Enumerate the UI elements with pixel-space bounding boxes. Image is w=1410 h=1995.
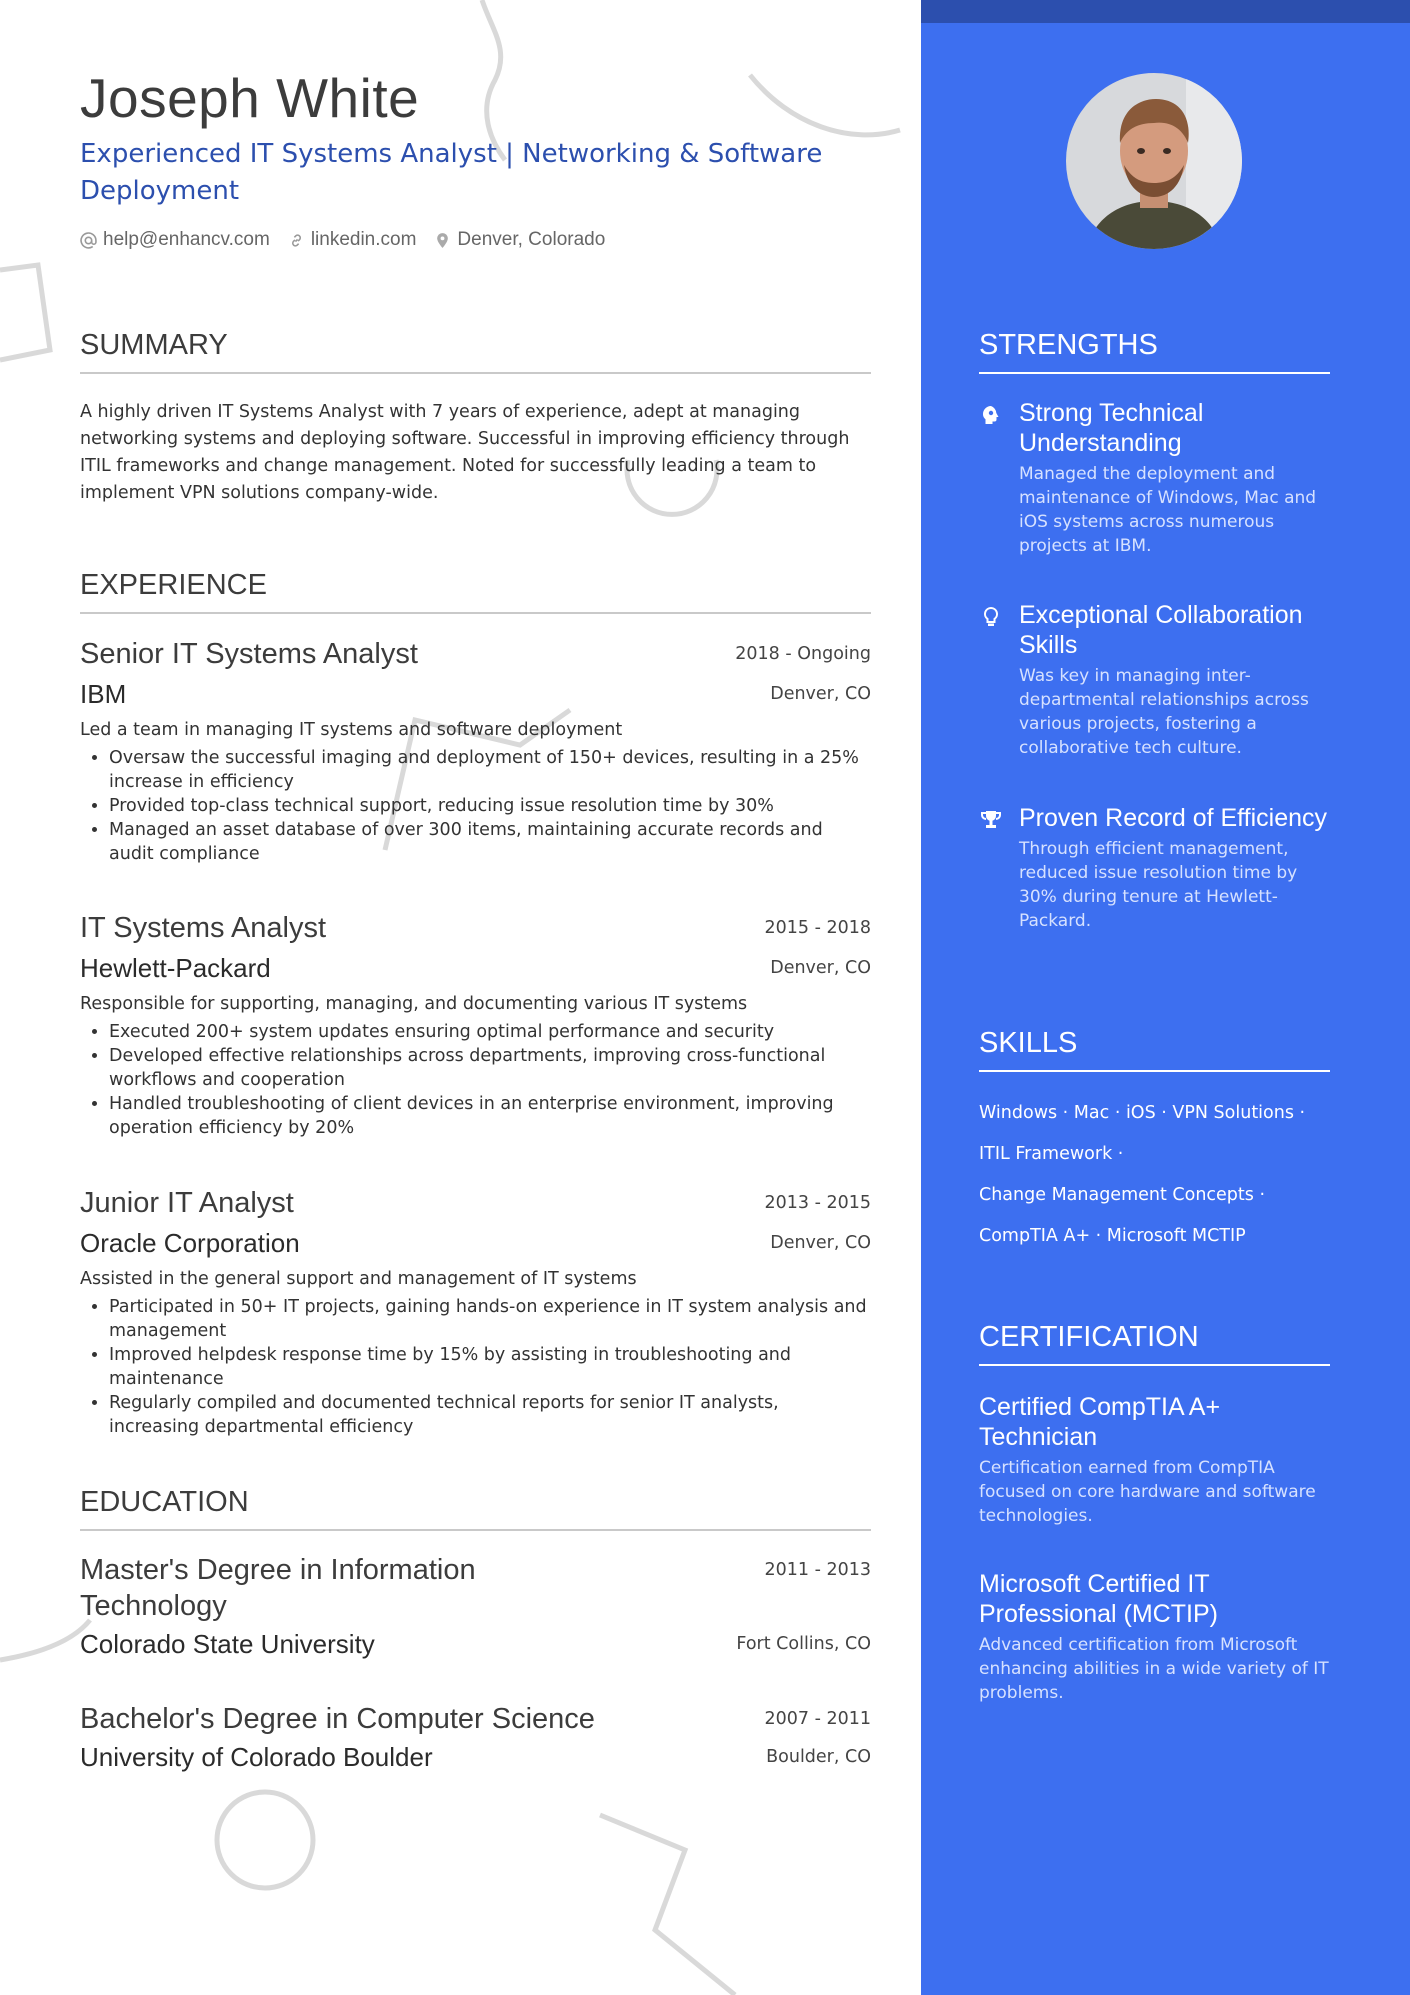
linkedin-text: linkedin.com	[310, 229, 417, 250]
strength-description: Managed the deployment and maintenance of Windows, Mac and iOS systems across numerous projects at IBM.	[1019, 464, 1317, 556]
strength-title: Exceptional Collaboration Skills	[1019, 601, 1303, 659]
company-name: Oracle Corporation	[80, 1228, 300, 1258]
job-dates: 2018 - Ongoing	[735, 644, 871, 664]
certification-title: Microsoft Certified IT Professional (MCTIP)	[979, 1570, 1218, 1628]
trophy-icon	[979, 808, 1003, 832]
contact-location	[434, 229, 605, 251]
link-icon	[288, 232, 305, 249]
location-text: Denver, Colorado	[457, 229, 606, 250]
job-dates: 2015 - 2018	[764, 918, 871, 938]
company-name: IBM	[80, 679, 127, 709]
school-location: Fort Collins, CO	[736, 1634, 871, 1654]
contact-email[interactable]	[80, 229, 270, 251]
skills-list	[979, 1093, 1330, 1257]
email-text: help@enhancv.com	[103, 229, 270, 250]
job-dates: 2013 - 2015	[764, 1193, 871, 1213]
profile-photo	[1066, 73, 1242, 249]
certification-item	[979, 1569, 1339, 1705]
skills-heading: SKILLS	[979, 1027, 1330, 1072]
achievement-item: • Regularly compiled and documented technical reports for senior IT analysts, increasing departmental efficiency	[109, 1391, 871, 1439]
education-entry	[80, 1552, 871, 1662]
strength-item	[979, 600, 1339, 760]
lightbulb-icon	[979, 605, 1003, 629]
achievement-item: • Oversaw the successful imaging and deployment of 150+ devices, resulting in a 25% increase in efficiency	[109, 746, 871, 794]
degree-title: Master's Degree in Information Technology	[80, 1554, 476, 1622]
achievement-item: • Provided top-class technical support, reducing issue resolution time by 30%	[109, 794, 871, 818]
degree-title: Bachelor's Degree in Computer Science	[80, 1703, 595, 1735]
job-title: IT Systems Analyst	[80, 912, 327, 944]
headline: Experienced IT Systems Analyst | Networking & Software Deployment	[80, 139, 823, 206]
brain-icon	[979, 403, 1003, 427]
achievement-list	[80, 746, 871, 866]
strength-description: Was key in managing inter-departmental relationships across various projects, fostering a collaborative tech culture.	[1019, 666, 1309, 758]
job-title: Senior IT Systems Analyst	[80, 638, 418, 670]
contact-row	[80, 229, 605, 251]
achievement-item: • Managed an asset database of over 300 items, maintaining accurate records and audit compliance	[109, 818, 871, 866]
certification-description: Advanced certification from Microsoft enhancing abilities in a wide variety of IT problems.	[979, 1635, 1329, 1703]
certification-title: Certified CompTIA A+ Technician	[979, 1393, 1221, 1451]
certification-heading: CERTIFICATION	[979, 1321, 1330, 1366]
job-location: Denver, CO	[770, 958, 871, 978]
education-dates: 2011 - 2013	[764, 1560, 871, 1580]
certification-item	[979, 1392, 1339, 1528]
school-name: Colorado State University	[80, 1629, 375, 1659]
job-location: Denver, CO	[770, 1233, 871, 1253]
strength-title: Proven Record of Efficiency	[1019, 804, 1328, 832]
experience-entry	[80, 910, 871, 1140]
certification-description: Certification earned from CompTIA focused on core hardware and software technologies.	[979, 1458, 1316, 1526]
job-title: Junior IT Analyst	[80, 1187, 294, 1219]
experience-entry	[80, 636, 871, 866]
job-description: Responsible for supporting, managing, and documenting various IT systems	[80, 994, 748, 1014]
achievement-list	[80, 1020, 871, 1140]
achievement-list	[80, 1295, 871, 1439]
experience-heading: EXPERIENCE	[80, 569, 871, 614]
job-description: Led a team in managing IT systems and software deployment	[80, 720, 623, 740]
achievement-item: • Improved helpdesk response time by 15% by assisting in troubleshooting and maintenance	[109, 1343, 871, 1391]
school-location: Boulder, CO	[766, 1747, 871, 1767]
location-pin-icon	[434, 232, 451, 249]
summary-text: A highly driven IT Systems Analyst with 7 years of experience, adept at managing networking systems and deploying software. Successful in improving efficiency through ITIL frameworks and change management. Noted for successfully leading a team to implement VPN solutions company-wide.	[80, 402, 850, 503]
company-name: Hewlett-Packard	[80, 953, 271, 983]
summary-heading: SUMMARY	[80, 329, 871, 374]
contact-linkedin[interactable]	[288, 229, 417, 251]
school-name: University of Colorado Boulder	[80, 1742, 433, 1772]
strength-item	[979, 803, 1339, 933]
sidebar-top-bar	[921, 0, 1410, 23]
strength-description: Through efficient management, reduced issue resolution time by 30% during tenure at Hewlett-Packard.	[1019, 839, 1298, 931]
skill-line: CompTIA A+ · Microsoft MCTIP	[979, 1226, 1246, 1246]
job-location: Denver, CO	[770, 684, 871, 704]
job-description: Assisted in the general support and management of IT systems	[80, 1269, 637, 1289]
skill-line: Change Management Concepts ·	[979, 1185, 1266, 1205]
strength-item	[979, 398, 1339, 558]
education-heading: EDUCATION	[80, 1486, 871, 1531]
achievement-item: • Developed effective relationships across departments, improving cross-functional workflows and cooperation	[109, 1044, 871, 1092]
skill-line: Windows · Mac · iOS · VPN Solutions ·	[979, 1103, 1306, 1123]
avatar	[1066, 73, 1242, 249]
achievement-item: • Participated in 50+ IT projects, gaining hands-on experience in IT system analysis and management	[109, 1295, 871, 1343]
education-dates: 2007 - 2011	[764, 1709, 871, 1729]
at-icon	[80, 232, 97, 249]
strength-title: Strong Technical Understanding	[1019, 399, 1204, 457]
candidate-name: Joseph White	[80, 67, 420, 129]
achievement-item: • Handled troubleshooting of client devices in an enterprise environment, improving operation efficiency by 20%	[109, 1092, 871, 1140]
experience-entry	[80, 1185, 871, 1439]
strengths-heading: STRENGTHS	[979, 329, 1330, 374]
skill-line: ITIL Framework ·	[979, 1144, 1124, 1164]
education-entry	[80, 1701, 871, 1775]
achievement-item: • Executed 200+ system updates ensuring optimal performance and security	[109, 1020, 871, 1044]
